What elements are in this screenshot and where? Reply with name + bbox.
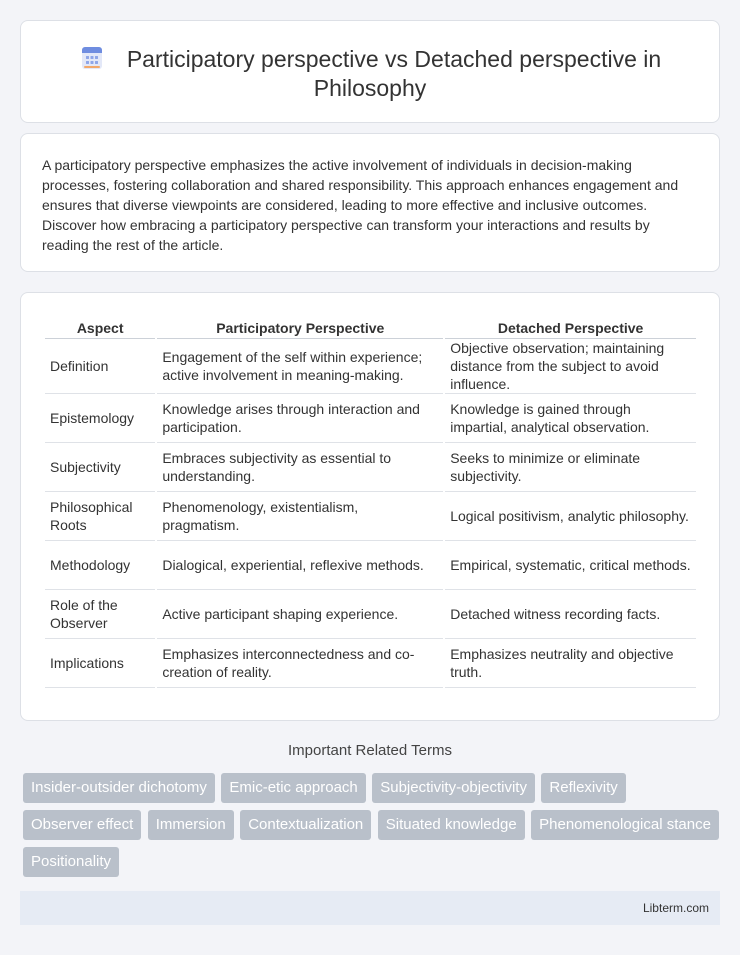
participatory-cell: Phenomenology, existentialism, pragmatism.	[157, 492, 443, 541]
detached-cell: Emphasizes neutrality and objective truth.	[445, 639, 696, 688]
aspect-cell: Implications	[45, 639, 155, 688]
related-term-tag[interactable]: Situated knowledge	[378, 810, 525, 840]
table-row	[45, 394, 696, 443]
comparison-table	[43, 315, 698, 688]
table-row	[45, 339, 696, 394]
related-term-tag[interactable]: Phenomenological stance	[531, 810, 719, 840]
detached-cell: Empirical, systematic, critical methods.	[445, 541, 696, 590]
related-terms-title: Important Related Terms	[288, 742, 452, 759]
intro-card	[20, 133, 720, 272]
participatory-cell: Embraces subjectivity as essential to understanding.	[157, 443, 443, 492]
related-term-tag[interactable]: Insider-outsider dichotomy	[23, 773, 215, 803]
detached-cell: Logical positivism, analytic philosophy.	[445, 492, 696, 541]
detached-cell: Seeks to minimize or eliminate subjectivity.	[445, 443, 696, 492]
table-row	[45, 541, 696, 590]
intro-paragraph: A participatory perspective emphasizes the active involvement of individuals in decision-making processes, fostering collaboration and shared responsibility. This approach enhances engagement and ensures that diverse viewpoints are considered, leading to more effective and inclusive outcomes. Discover how embracing a participatory perspective can transform your interactions and results by reading the rest of the article.	[42, 157, 679, 253]
related-term-tag[interactable]: Subjectivity-objectivity	[372, 773, 535, 803]
table-row	[45, 639, 696, 688]
participatory-cell: Knowledge arises through interaction and participation.	[157, 394, 443, 443]
aspect-cell: Philosophical Roots	[45, 492, 155, 541]
page-title: Participatory perspective vs Detached perspective in Philosophy	[126, 46, 662, 101]
document-grid-icon	[79, 45, 105, 71]
aspect-cell: Epistemology	[45, 394, 155, 443]
header-participatory: Participatory Perspective	[157, 315, 443, 339]
footer	[20, 891, 720, 925]
aspect-cell: Role of the Observer	[45, 590, 155, 639]
participatory-cell: Emphasizes interconnectedness and co-creation of reality.	[157, 639, 443, 688]
related-term-tag[interactable]: Positionality	[23, 847, 119, 877]
related-term-tag[interactable]: Emic-etic approach	[221, 773, 365, 803]
detached-cell: Detached witness recording facts.	[445, 590, 696, 639]
aspect-cell: Definition	[45, 339, 155, 394]
detached-cell: Objective observation; maintaining distance from the subject to avoid influence.	[445, 339, 696, 394]
related-term-tag[interactable]: Observer effect	[23, 810, 141, 840]
participatory-cell: Engagement of the self within experience; active involvement in meaning-making.	[157, 339, 443, 394]
table-row	[45, 590, 696, 639]
header-aspect: Aspect	[45, 315, 155, 339]
detached-cell: Knowledge is gained through impartial, analytical observation.	[445, 394, 696, 443]
page-title-wrap	[21, 45, 719, 103]
header-detached: Detached Perspective	[445, 315, 696, 339]
participatory-cell: Dialogical, experiential, reflexive methods.	[157, 541, 443, 590]
related-terms-list	[23, 773, 723, 884]
related-term-tag[interactable]: Contextualization	[240, 810, 371, 840]
footer-site-link[interactable]: Libterm.com	[642, 901, 709, 915]
related-term-tag[interactable]: Immersion	[148, 810, 234, 840]
aspect-cell: Methodology	[45, 541, 155, 590]
table-row	[45, 492, 696, 541]
table-header-row	[45, 315, 696, 339]
table-row	[45, 443, 696, 492]
title-card	[20, 20, 720, 123]
aspect-cell: Subjectivity	[45, 443, 155, 492]
participatory-cell: Active participant shaping experience.	[157, 590, 443, 639]
comparison-table-card	[20, 292, 720, 721]
related-term-tag[interactable]: Reflexivity	[541, 773, 625, 803]
